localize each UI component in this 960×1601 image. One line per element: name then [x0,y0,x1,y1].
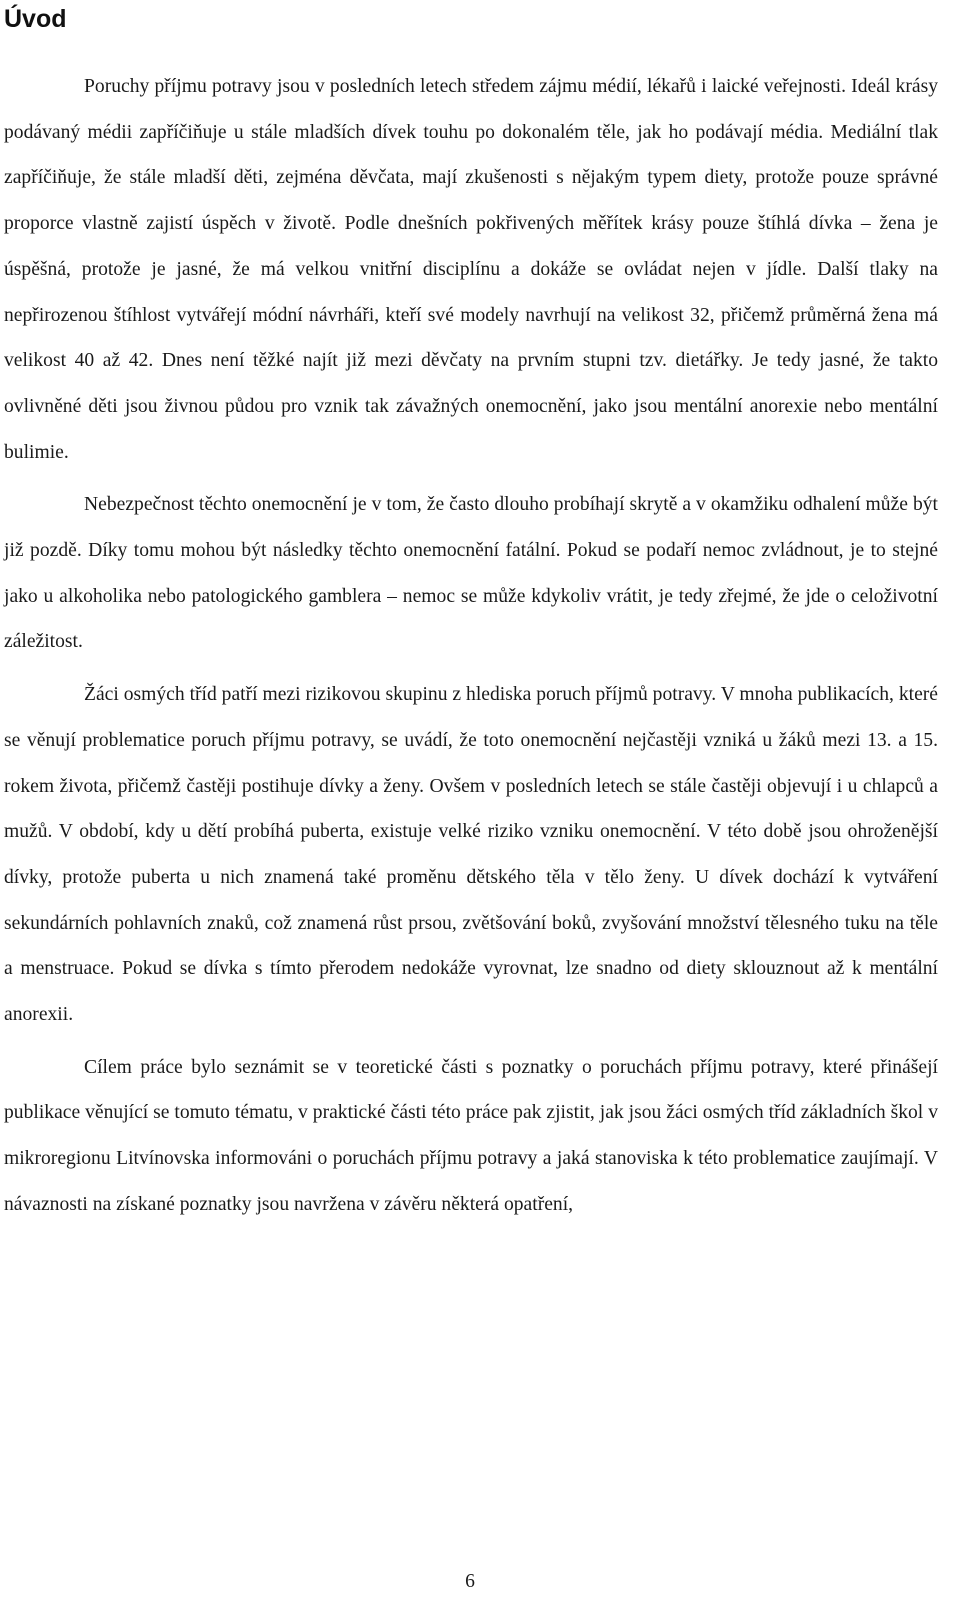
paragraph-3: Žáci osmých tříd patří mezi rizikovou skupinu z hlediska poruch příjmů potravy. V mnoha publikacích, které se věnují problematice poruch příjmu potravy, se uvádí, že toto onemocnění nejčastěji vzniká u žáků mezi 13. a 15. rokem života, přičemž častěji postihuje dívky a ženy. Ovšem v posledních letech se stále častěji objevují i u chlapců a mužů. V období, kdy u dětí probíhá puberta, existuje velké riziko vzniku onemocnění. V této době jsou ohroženější dívky, protože puberta u nich znamená také proměnu dětského těla v tělo ženy. U dívek dochází k vytváření sekundárních pohlavních znaků, což znamená růst prsou, zvětšování boků, zvyšování množství tělesného tuku na těle a menstruace. Pokud se dívka s tímto přerodem nedokáže vyrovnat, lze snadno od diety sklouznout až k mentální anorexii. [4,684,938,1026]
body-text [4,64,938,1228]
paragraph-4: Cílem práce bylo seznámit se v teoretické části s poznatky o poruchách příjmu potravy, které přinášejí publikace věnující se tomuto tématu, v praktické části této práce pak zjistit, jak jsou žáci osmých tříd základních škol v mikroregionu Litvínovska informováni o poruchách příjmu potravy a jaká stanoviska k této problematice zaujímají. V návaznosti na získané poznatky jsou navržena v závěru některá opatření, [4,1056,938,1215]
page-number: 6 [465,1571,475,1592]
paragraph-2: Nebezpečnost těchto onemocnění je v tom, že často dlouho probíhají skrytě a v okamžiku odhalení může být již pozdě. Díky tomu mohou být následky těchto onemocnění fatální. Pokud se podaří nemoc zvládnout, je to stejné jako u alkoholika nebo patologického gamblera – nemoc se může kdykoliv vrátit, je tedy zřejmé, že jde o celoživotní záležitost. [4,494,938,653]
paragraph-1: Poruchy příjmu potravy jsou v posledních letech středem zájmu médií, lékařů i laické veřejnosti. Ideál krásy podávaný médii zapříčiňuje u stále mladších dívek touhu po dokonalém těle, jak ho podávají média. Mediální tlak zapříčiňuje, že stále mladší děti, zejména děvčata, mají zkušenosti s nějakým typem diety, protože pouze správné proporce vlastně zajistí úspěch v životě. Podle dnešních pokřivených měřítek krásy pouze štíhlá dívka – žena je úspěšná, protože je jasné, že má velkou vnitřní disciplínu a dokáže se ovládat nejen v jídle. Další tlaky na nepřirozenou štíhlost vytvářejí módní návrháři, kteří své modely navrhují na velikost 32, přičemž průměrná žena má velikost 40 až 42. Dnes není těžké najít již mezi děvčaty na prvním stupni tzv. dietářky. Je tedy jasné, že takto ovlivněné děti jsou živnou půdou pro vznik tak závažných onemocnění, jako jsou mentální anorexie nebo mentální bulimie. [4,76,938,463]
section-heading: Úvod [4,5,67,33]
